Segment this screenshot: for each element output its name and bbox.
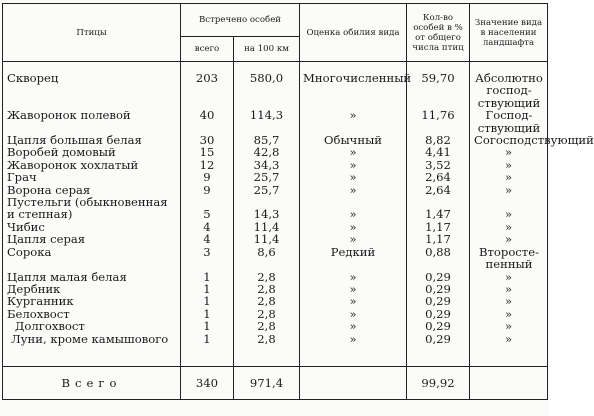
abundance-rating: »: [300, 184, 407, 196]
count-per100km: 11,4: [234, 221, 300, 233]
abundance-rating: Редкий: [300, 246, 407, 271]
species-name: Курганник: [3, 295, 181, 307]
table-row: [3, 333, 548, 349]
landscape-significance: Абсолютно господ-ствующий: [470, 72, 548, 109]
percent-share: 3,52: [407, 159, 470, 171]
landscape-significance: »: [470, 221, 548, 233]
percent-share: 8,82: [407, 134, 470, 146]
table-row: [3, 246, 548, 271]
landscape-significance: »: [470, 271, 548, 283]
count-total: 12: [181, 159, 234, 171]
count-per100km: 2,8: [234, 333, 300, 349]
count-per100km: 8,6: [234, 246, 300, 271]
percent-share: 1,17: [407, 233, 470, 245]
percent-share: 11,76: [407, 109, 470, 134]
header-row-top: [3, 4, 548, 37]
totals-abundance-empty: [300, 366, 407, 399]
table-row: [3, 109, 548, 134]
table-row: [3, 196, 548, 221]
table-row: [3, 171, 548, 183]
count-total: 9: [181, 184, 234, 196]
totals-per100km: 971,4: [234, 366, 300, 399]
species-name: Сорока: [3, 246, 181, 271]
table-row: [3, 233, 548, 245]
count-total: 1: [181, 308, 234, 320]
abundance-rating: »: [300, 333, 407, 349]
count-total: 1: [181, 283, 234, 295]
abundance-rating: »: [300, 159, 407, 171]
header-total: всего: [181, 37, 234, 62]
table-row: [3, 295, 548, 307]
totals-percent: 99,92: [407, 366, 470, 399]
count-per100km: 85,7: [234, 134, 300, 146]
species-name: Чибис: [3, 221, 181, 233]
species-name: Цапля большая белая: [3, 134, 181, 146]
header-percent: Кол-во особей в % от общего числа птиц: [407, 4, 470, 62]
count-total: 203: [181, 72, 234, 109]
landscape-significance: »: [470, 184, 548, 196]
percent-share: 0,88: [407, 246, 470, 271]
species-name: Ворона серая: [3, 184, 181, 196]
count-per100km: 2,8: [234, 271, 300, 283]
species-name: Долгохвост: [3, 320, 181, 332]
landscape-significance: »: [470, 159, 548, 171]
count-total: 1: [181, 320, 234, 332]
landscape-significance: »: [470, 233, 548, 245]
landscape-significance: »: [470, 320, 548, 332]
table-row: [3, 146, 548, 158]
abundance-rating: Многочисленный: [300, 72, 407, 109]
header-species: Птицы: [3, 4, 181, 62]
totals-count: 340: [181, 366, 234, 399]
landscape-significance: »: [470, 333, 548, 349]
percent-share: 1,47: [407, 196, 470, 221]
abundance-rating: »: [300, 283, 407, 295]
count-per100km: 42,8: [234, 146, 300, 158]
species-name: Белохвост: [3, 308, 181, 320]
species-name: Жаворонок полевой: [3, 109, 181, 134]
abundance-rating: Обычный: [300, 134, 407, 146]
totals-significance-empty: [470, 366, 548, 399]
species-name: Пустельги (обыкновенная и степная): [3, 196, 181, 221]
count-per100km: 114,3: [234, 109, 300, 134]
species-name: Цапля малая белая: [3, 271, 181, 283]
abundance-rating: »: [300, 308, 407, 320]
abundance-rating: »: [300, 196, 407, 221]
percent-share: 1,17: [407, 221, 470, 233]
abundance-rating: »: [300, 146, 407, 158]
percent-share: 0,29: [407, 320, 470, 332]
header-abundance: Оценка обилия вида: [300, 4, 407, 62]
header-per100km: на 100 км: [234, 37, 300, 62]
percent-share: 2,64: [407, 171, 470, 183]
abundance-rating: »: [300, 171, 407, 183]
percent-share: 0,29: [407, 271, 470, 283]
percent-share: 59,70: [407, 72, 470, 109]
count-per100km: 25,7: [234, 184, 300, 196]
count-per100km: 11,4: [234, 233, 300, 245]
count-per100km: 2,8: [234, 308, 300, 320]
species-name: Воробей домовый: [3, 146, 181, 158]
table-row: [3, 320, 548, 332]
count-total: 30: [181, 134, 234, 146]
count-total: 4: [181, 221, 234, 233]
landscape-significance: Второсте-пенный: [470, 246, 548, 271]
table-row: [3, 72, 548, 109]
count-per100km: 34,3: [234, 159, 300, 171]
count-total: 3: [181, 246, 234, 271]
landscape-significance: »: [470, 295, 548, 307]
landscape-significance: »: [470, 196, 548, 221]
header-significance: Значение вида в населении ландшафта: [470, 4, 548, 62]
totals-row: [3, 366, 548, 399]
abundance-rating: »: [300, 271, 407, 283]
landscape-significance: »: [470, 308, 548, 320]
percent-share: 0,29: [407, 283, 470, 295]
species-name: Луни, кроме камышового: [3, 333, 181, 349]
landscape-significance: Согосподствующий: [470, 134, 548, 146]
abundance-rating: »: [300, 221, 407, 233]
species-name: Скворец: [3, 72, 181, 109]
species-name: Жаворонок хохлатый: [3, 159, 181, 171]
percent-share: 0,29: [407, 333, 470, 349]
landscape-significance: Господ-ствующий: [470, 109, 548, 134]
count-total: 1: [181, 271, 234, 283]
count-total: 1: [181, 333, 234, 349]
count-per100km: 25,7: [234, 171, 300, 183]
count-per100km: 14,3: [234, 196, 300, 221]
abundance-rating: »: [300, 295, 407, 307]
abundance-rating: »: [300, 320, 407, 332]
bird-census-table: [2, 3, 594, 400]
count-per100km: 2,8: [234, 295, 300, 307]
count-total: 4: [181, 233, 234, 245]
count-per100km: 2,8: [234, 283, 300, 295]
species-name: Грач: [3, 171, 181, 183]
species-name: Цапля серая: [3, 233, 181, 245]
totals-label: Всего: [3, 366, 181, 399]
abundance-rating: »: [300, 109, 407, 134]
percent-share: 2,64: [407, 184, 470, 196]
abundance-rating: »: [300, 233, 407, 245]
count-per100km: 580,0: [234, 72, 300, 109]
percent-share: 0,29: [407, 295, 470, 307]
count-total: 5: [181, 196, 234, 221]
count-total: 15: [181, 146, 234, 158]
percent-share: 0,29: [407, 308, 470, 320]
header-met-group: Встречено особей: [181, 4, 300, 37]
species-name: Дербник: [3, 283, 181, 295]
count-total: 9: [181, 171, 234, 183]
count-total: 1: [181, 295, 234, 307]
count-per100km: 2,8: [234, 320, 300, 332]
percent-share: 4,41: [407, 146, 470, 158]
landscape-significance: »: [470, 146, 548, 158]
landscape-significance: »: [470, 171, 548, 183]
count-total: 40: [181, 109, 234, 134]
landscape-significance: »: [470, 283, 548, 295]
